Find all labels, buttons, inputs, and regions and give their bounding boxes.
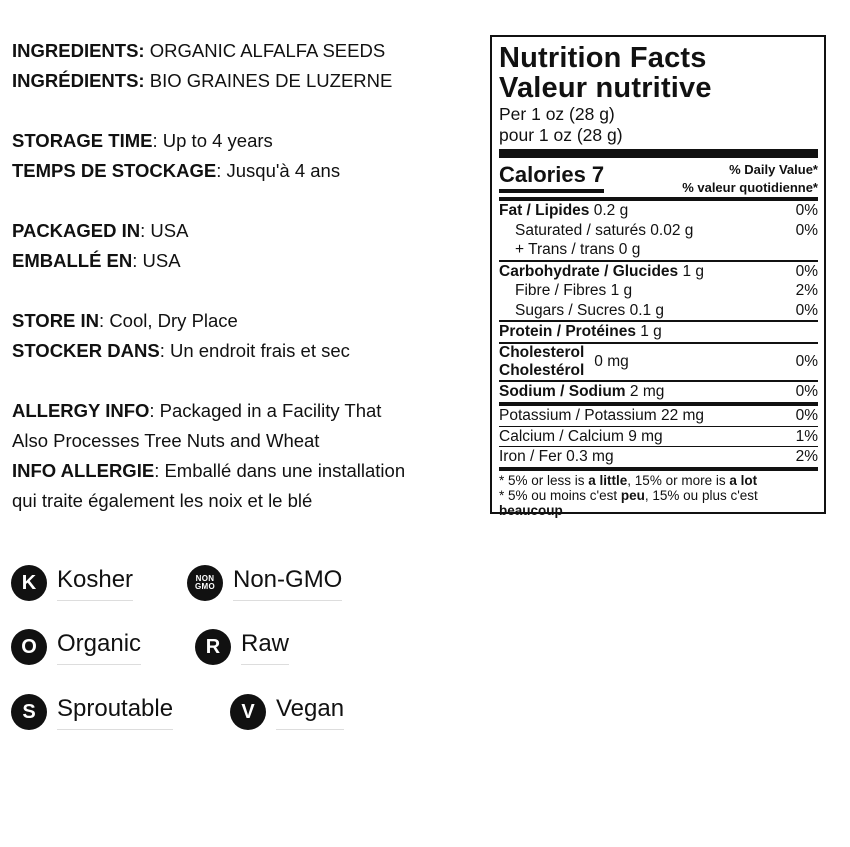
daily-value-header: % Daily Value* % valeur quotidienne* — [682, 162, 818, 195]
fibre-row: Fibre / Fibres 1 g 2% — [515, 282, 818, 299]
allergy-fr: INFO ALLERGIE: Emballé dans une installation — [12, 460, 406, 481]
badge-kosher: K Kosher — [11, 565, 133, 601]
saturated-row: Saturated / saturés 0.02 g 0% — [515, 221, 818, 239]
badge-raw: R Raw — [195, 629, 289, 665]
sproutable-icon: S — [11, 694, 47, 730]
store-fr: STOCKER DANS: Un endroit frais et sec — [12, 340, 350, 361]
calcium-row: Calcium / Calcium 9 mg 1% — [499, 427, 818, 445]
kosher-icon: K — [11, 565, 47, 601]
fat-row: Fat / Lipides 0.2 g 0% — [499, 202, 818, 219]
serving-size-fr: pour 1 oz (28 g) — [499, 125, 623, 145]
divider-thick — [499, 149, 818, 158]
product-info — [12, 36, 482, 516]
packaged-en: PACKAGED IN: USA — [12, 220, 189, 241]
potassium-row: Potassium / Potassium 22 mg 0% — [499, 407, 818, 424]
non-gmo-icon: NON GMO — [187, 565, 223, 601]
serving-size-en: Per 1 oz (28 g) — [499, 104, 615, 124]
badge-sproutable: S Sproutable — [11, 694, 173, 730]
badge-organic: O Organic — [11, 629, 141, 665]
nutrition-title-fr: Valeur nutritive — [499, 72, 712, 104]
allergy-en: ALLERGY INFO: Packaged in a Facility That — [12, 400, 382, 421]
raw-icon: R — [195, 629, 231, 665]
storage-time-en: STORAGE TIME: Up to 4 years — [12, 130, 273, 151]
badge-vegan: V Vegan — [230, 694, 344, 730]
allergy-fr-cont: qui traite également les noix et le blé — [12, 490, 313, 511]
allergy-en-cont: Also Processes Tree Nuts and Wheat — [12, 430, 320, 451]
ingredients-en: INGREDIENTS: ORGANIC ALFALFA SEEDS — [12, 40, 386, 61]
sodium-row: Sodium / Sodium 2 mg 0% — [499, 382, 818, 400]
packaged-fr: EMBALLÉ EN: USA — [12, 250, 181, 271]
badge-non-gmo: NON GMO Non-GMO — [187, 565, 342, 601]
nutrition-title-en: Nutrition Facts — [499, 42, 707, 74]
organic-icon: O — [11, 629, 47, 665]
iron-row: Iron / Fer 0.3 mg 2% — [499, 448, 818, 465]
sugars-row: Sugars / Sucres 0.1 g 0% — [515, 301, 818, 319]
trans-row: + Trans / trans 0 g — [515, 241, 641, 258]
storage-time-fr: TEMPS DE STOCKAGE: Jusqu'à 4 ans — [12, 160, 341, 181]
cholesterol-row: Cholesterol Cholestérol 0 mg 0% — [499, 343, 818, 379]
nutrition-facts-panel — [490, 35, 826, 518]
footnote: * 5% or less is a little, 15% or more is a lot * 5% ou moins c'est peu, 15% ou plus c'est beaucoup — [499, 472, 758, 518]
store-en: STORE IN: Cool, Dry Place — [12, 310, 238, 331]
calories: Calories 7 — [499, 161, 604, 193]
vegan-icon: V — [230, 694, 266, 730]
calories-row — [499, 161, 818, 197]
carbohydrate-row: Carbohydrate / Glucides 1 g 0% — [499, 262, 818, 280]
ingredients-fr: INGRÉDIENTS: BIO GRAINES DE LUZERNE — [12, 70, 393, 91]
protein-row: Protein / Protéines 1 g — [499, 323, 662, 340]
